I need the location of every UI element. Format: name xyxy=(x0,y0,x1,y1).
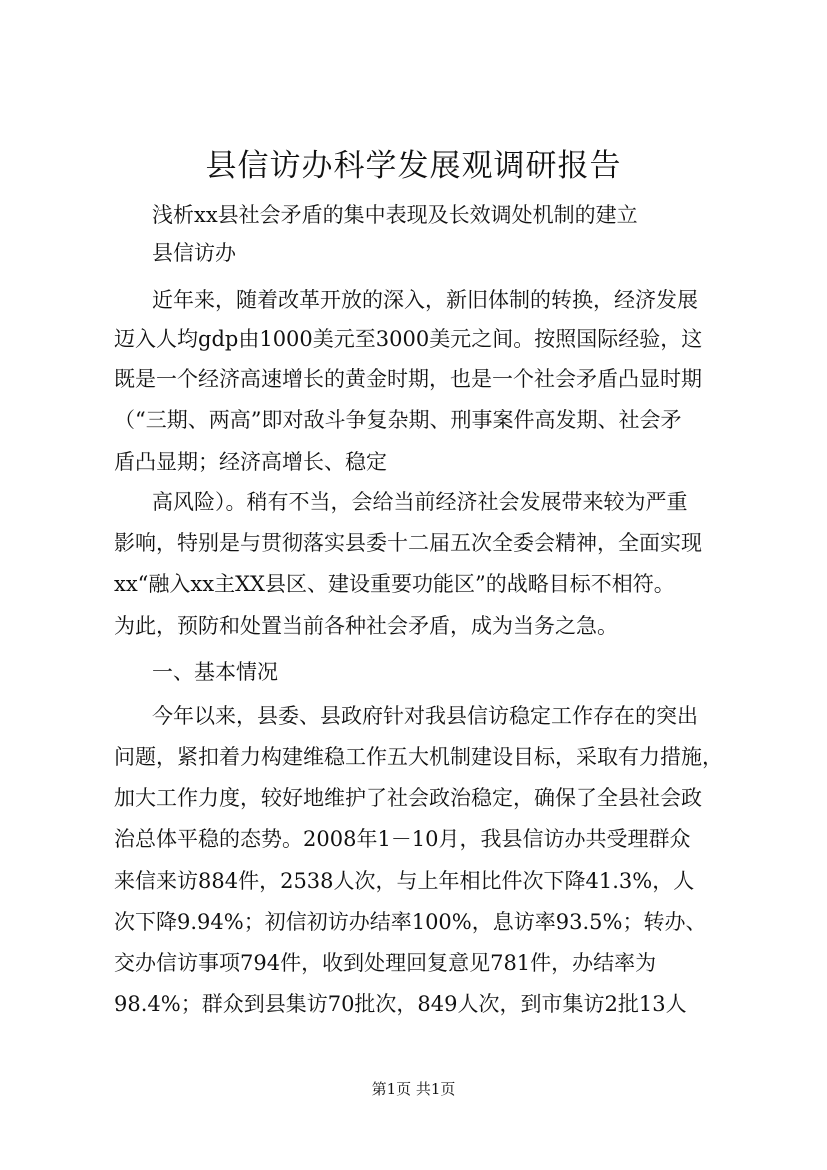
section-heading: 一、基本情况 xyxy=(152,660,278,684)
author-line: 县信访办 xyxy=(152,241,236,265)
paragraph-line: 交办信访事项794件，收到处理回复意见781件，办结率为 xyxy=(114,951,657,975)
paragraph-line: 次下降9.94%；初信初访办结率100%，息访率93.5%；转办、 xyxy=(114,910,707,934)
paragraph-line: 近年来，随着改革开放的深入，新旧体制的转换，经济发展 xyxy=(152,288,698,312)
paragraph-line: 问题，紧扣着力构建维稳工作五大机制建设目标，采取有力措施， xyxy=(114,745,723,769)
paragraph-line: 治总体平稳的态势。2008年1－10月，我县信访办共受理群众 xyxy=(114,827,691,851)
page-number-footer: 第1页 共1页 xyxy=(371,1080,456,1098)
paragraph-line: （“三期、两高”即对敌斗争复杂期、刑事案件高发期、社会矛 xyxy=(114,408,682,432)
paragraph-line: 为此，预防和处置当前各种社会矛盾，成为当务之急。 xyxy=(114,614,618,638)
paragraph-line: 来信来访884件，2538人次，与上年相比件次下降41.3%，人 xyxy=(114,869,695,893)
paragraph-line: 加大工作力度，较好地维护了社会政治稳定，确保了全县社会政 xyxy=(114,786,702,810)
subtitle-line: 浅析xx县社会矛盾的集中表现及长效调处机制的建立 xyxy=(152,203,638,227)
paragraph-line: 迈入人均gdp由1000美元至3000美元之间。按照国际经验，这 xyxy=(114,327,703,351)
document-title: 县信访办科学发展观调研报告 xyxy=(205,148,622,184)
paragraph-line: xx“融入xx主XX县区、建设重要功能区”的战略目标不相符。 xyxy=(114,572,675,596)
paragraph-line: 今年以来，县委、县政府针对我县信访稳定工作存在的突出 xyxy=(152,704,698,728)
paragraph-line: 高风险）。稍有不当，会给当前经济社会发展带来较为严重 xyxy=(152,490,688,514)
paragraph-line: 98.4%；群众到县集访70批次，849人次，到市集访2批13人 xyxy=(114,992,687,1016)
paragraph-line: 盾凸显期；经济高增长、稳定 xyxy=(114,450,387,474)
paragraph-line: 既是一个经济高速增长的黄金时期，也是一个社会矛盾凸显时期 xyxy=(114,367,702,391)
paragraph-line: 影响，特别是与贯彻落实县委十二届五次全委会精神，全面实现 xyxy=(114,531,702,555)
